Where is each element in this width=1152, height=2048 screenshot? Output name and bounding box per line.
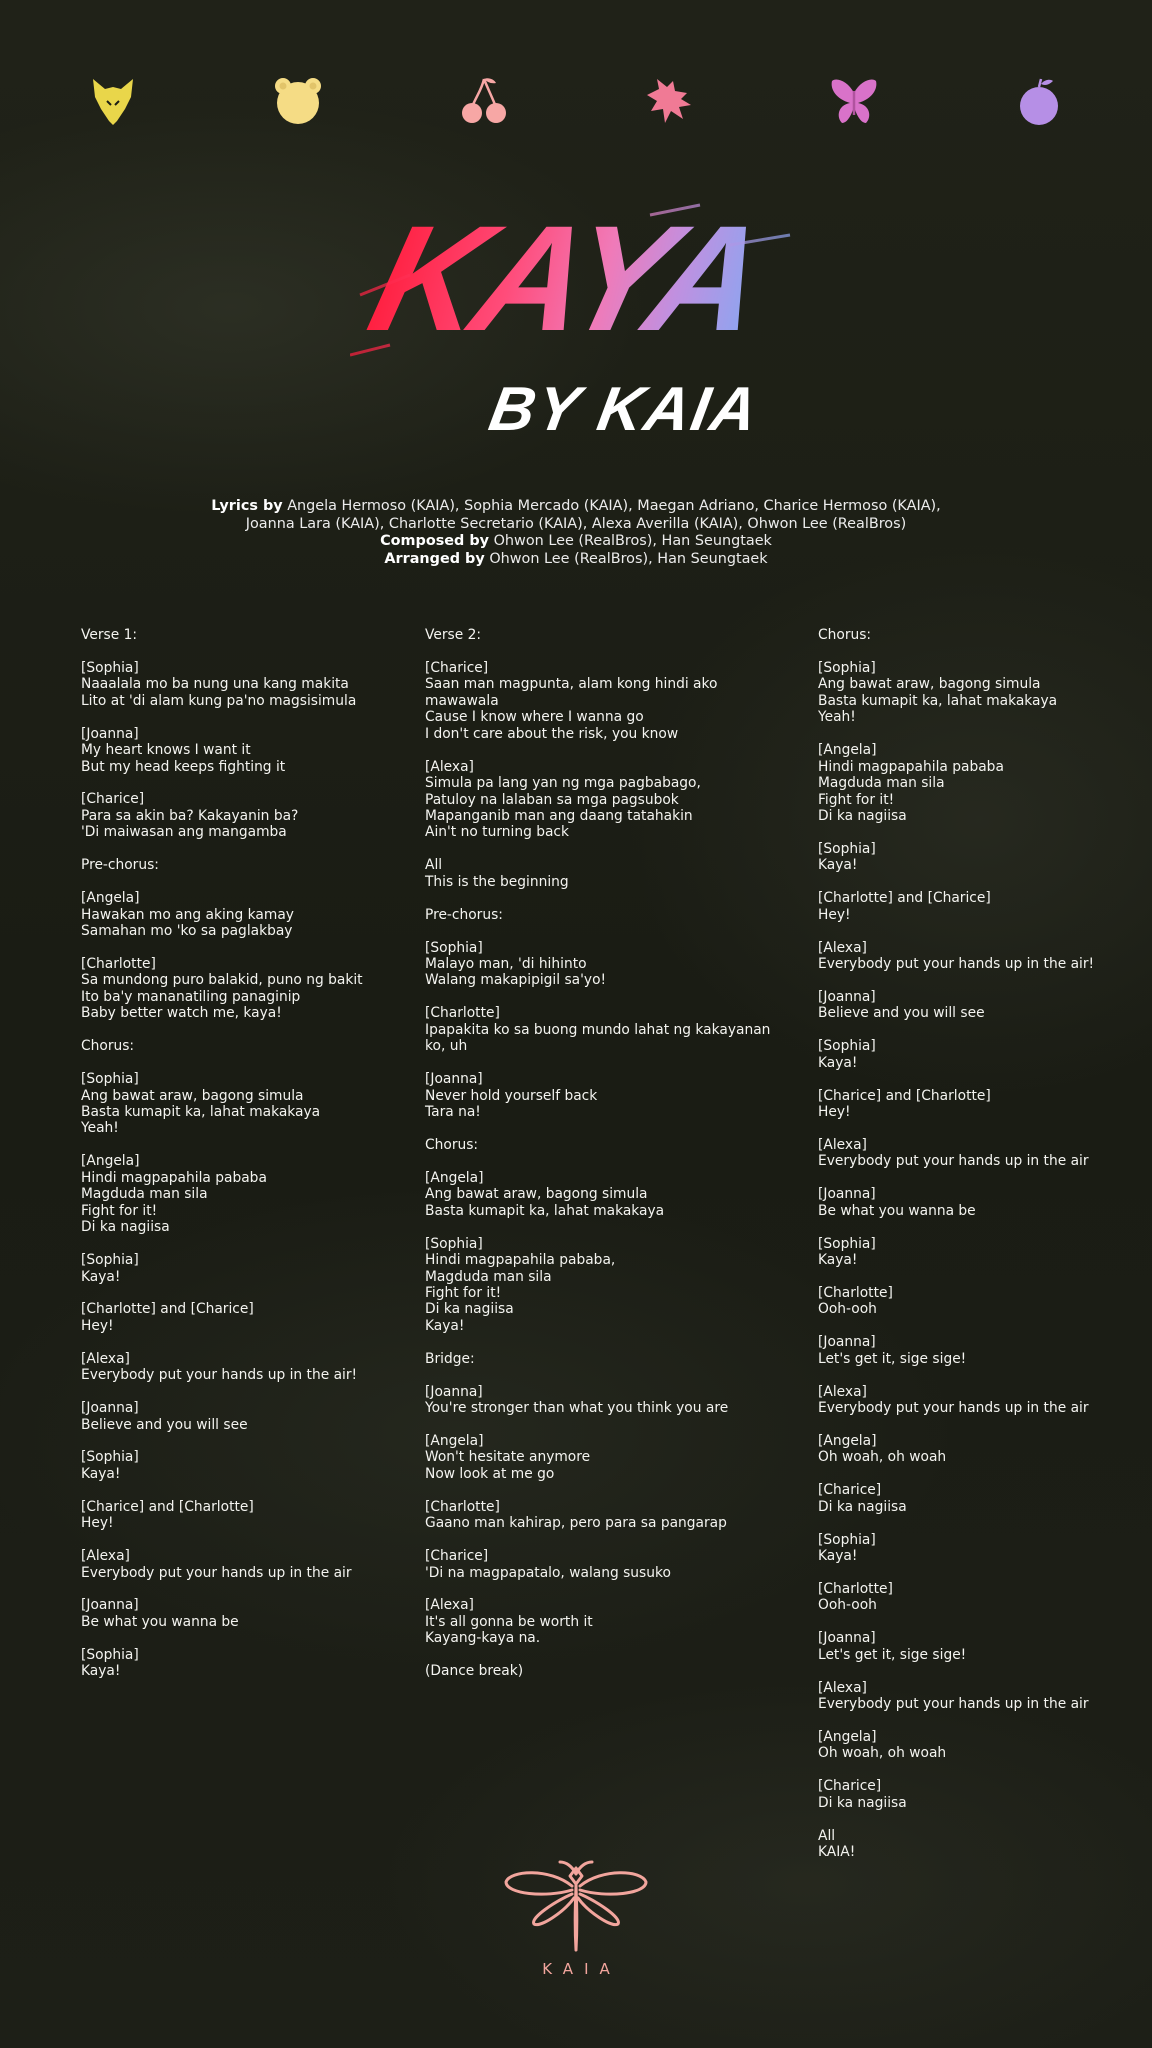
- lyric-line: Be what you wanna be: [818, 1202, 976, 1219]
- singer-tag: [Charlotte]: [425, 1498, 500, 1515]
- stanza-gap: [81, 1236, 401, 1252]
- lyric-line: Magduda man sila: [818, 775, 945, 792]
- singer-tag: [Sophia]: [81, 1646, 139, 1663]
- kaia-footer-logo: [500, 1854, 652, 1984]
- lyric-line: Para sa akin ba? Kakayanin ba?: [81, 807, 299, 824]
- singer-tag: [Sophia]: [425, 1235, 483, 1252]
- stanza-gap: [425, 841, 765, 857]
- lyric-line: Fight for it!: [818, 791, 895, 808]
- singer-tag: [Angela]: [81, 1153, 140, 1170]
- lyric-line: Verse 1:: [81, 627, 138, 643]
- stanza-gap: [818, 874, 1138, 890]
- stanza-gap: [425, 1120, 765, 1136]
- singer-tag: [Angela]: [818, 1729, 877, 1746]
- lyric-line: Hawakan mo ang aking kamay: [81, 906, 294, 923]
- lyric-line: Ipapakita ko sa buong mundo lahat ng kakayanan: [425, 1021, 771, 1038]
- lyric-line: Saan man magpunta, alam kong hindi ako: [425, 676, 718, 693]
- lyric-line: Ooh-ooh: [818, 1597, 877, 1614]
- title-main: KAYA: [355, 195, 777, 363]
- stanza-gap: [425, 643, 765, 659]
- lyric-line: This is the beginning: [425, 873, 569, 890]
- singer-tag: [Charlotte] and [Charice]: [818, 890, 991, 907]
- stanza-gap: [425, 1219, 765, 1235]
- lyric-line: Everybody put your hands up in the air!: [81, 1367, 358, 1384]
- stanza-gap: [425, 1532, 765, 1548]
- singer-tag: [Sophia]: [81, 1252, 139, 1269]
- lyric-line: 'Di na magpapatalo, walang susuko: [425, 1564, 671, 1581]
- singer-tag: [Angela]: [425, 1433, 484, 1449]
- lyrics-names-line1: Angela Hermoso (KAIA), Sophia Mercado (KAIA), Maegan Adriano, Charice Hermoso (KAIA),: [287, 498, 941, 514]
- lyric-line: Never hold yourself back: [425, 1087, 598, 1104]
- singer-tag: [Sophia]: [818, 659, 876, 676]
- lyric-line: Tara na!: [425, 1104, 481, 1121]
- singer-tag: [Alexa]: [81, 1548, 130, 1565]
- lyric-line: Oh woah, oh woah: [818, 1745, 947, 1762]
- lyric-line: Di ka nagiisa: [818, 807, 907, 824]
- lyric-line: Won't hesitate anymore: [425, 1449, 591, 1466]
- singer-tag: [Charice] and [Charlotte]: [81, 1498, 254, 1515]
- singer-tag: [Charlotte]: [818, 1284, 893, 1301]
- lyric-line: Di ka nagiisa: [818, 1498, 907, 1515]
- lyric-line: Hindi magpapahila pababa: [81, 1169, 267, 1186]
- singer-tag: [Charlotte]: [818, 1581, 893, 1597]
- singer-tag: [Joanna]: [818, 1186, 876, 1203]
- stanza-gap: [425, 1581, 765, 1597]
- lyric-line: Ang bawat araw, bagong simula: [425, 1186, 648, 1203]
- lyric-line: Let's get it, sige sige!: [818, 1350, 967, 1367]
- lyric-line: Hey!: [81, 1515, 114, 1532]
- singer-tag: [Alexa]: [81, 1350, 130, 1367]
- stanza-gap: [818, 1120, 1138, 1136]
- stanza-gap: [425, 1153, 765, 1169]
- stanza-gap: [81, 643, 401, 659]
- stanza-gap: [818, 824, 1138, 840]
- member-icons-row: [0, 74, 1152, 128]
- stanza-gap: [81, 1285, 401, 1301]
- arranged-names: Ohwon Lee (RealBros), Han Seungtaek: [489, 550, 768, 567]
- dragon-icon: [642, 74, 696, 128]
- lyric-line: Kaya!: [81, 1663, 121, 1680]
- singer-tag: [Joanna]: [425, 1071, 483, 1088]
- lyric-line: All: [818, 1827, 836, 1844]
- stanza-gap: [81, 709, 401, 725]
- singer-tag: [Joanna]: [818, 988, 876, 1005]
- lyric-line: Kaya!: [81, 1465, 121, 1482]
- stanza-gap: [425, 742, 765, 758]
- title-sub: BY KAIA: [484, 374, 765, 444]
- singer-tag: [Sophia]: [425, 939, 483, 956]
- singer-tag: [Joanna]: [425, 1383, 483, 1400]
- lyric-line: Fight for it!: [425, 1284, 502, 1301]
- lyric-line: Kaya!: [818, 1548, 858, 1565]
- singer-tag: [Alexa]: [818, 1679, 867, 1696]
- lyric-line: Everybody put your hands up in the air: [818, 1153, 1089, 1170]
- lyric-line: Believe and you will see: [818, 1005, 985, 1022]
- cherry-icon: [457, 74, 511, 128]
- lyric-line: I don't care about the risk, you know: [425, 725, 679, 742]
- stanza-gap: [818, 1022, 1138, 1038]
- stanza-gap: [818, 1367, 1138, 1383]
- stanza-gap: [81, 1055, 401, 1071]
- singer-tag: [Charice]: [425, 659, 489, 676]
- stanza-gap: [818, 643, 1138, 659]
- stanza-gap: [425, 1482, 765, 1498]
- lyric-line: Hey!: [818, 1104, 851, 1121]
- stanza-gap: [818, 1269, 1138, 1285]
- singer-tag: [Alexa]: [425, 1597, 474, 1614]
- lyric-line: Kaya!: [425, 1317, 465, 1334]
- lyric-line: My heart knows I want it: [81, 742, 251, 759]
- song-title-logo: [350, 185, 810, 465]
- lyric-line: Everybody put your hands up in the air: [81, 1564, 352, 1581]
- singer-tag: [Charlotte]: [81, 955, 156, 972]
- lyric-line: Hey!: [81, 1317, 114, 1334]
- lyric-line: Hindi magpapahila pababa,: [425, 1252, 616, 1269]
- singer-tag: [Angela]: [81, 890, 140, 907]
- lyric-line: Basta kumapit ka, lahat makakaya: [818, 692, 1058, 709]
- lyric-line: Yeah!: [81, 1120, 119, 1137]
- lyric-line: Ain't no turning back: [425, 824, 570, 841]
- singer-tag: [Charlotte]: [425, 1005, 500, 1022]
- lyric-line: Ooh-ooh: [818, 1301, 877, 1318]
- singer-tag: [Charlotte] and [Charice]: [81, 1301, 254, 1318]
- singer-tag: [Angela]: [818, 1432, 877, 1449]
- lyric-line: Pre-chorus:: [81, 857, 159, 874]
- lyric-line: Magduda man sila: [425, 1268, 552, 1285]
- singer-tag: [Sophia]: [81, 659, 139, 676]
- composed-names: Ohwon Lee (RealBros), Han Seungtaek: [493, 533, 772, 549]
- singer-tag: [Joanna]: [81, 725, 139, 742]
- stanza-gap: [818, 1663, 1138, 1679]
- stanza-gap: [818, 1762, 1138, 1778]
- stanza-gap: [818, 1466, 1138, 1482]
- stanza-gap: [818, 1417, 1138, 1433]
- plum-icon: [1012, 74, 1066, 128]
- singer-tag: [Charice]: [818, 1482, 882, 1499]
- butterfly-icon: [827, 74, 881, 128]
- stanza-gap: [425, 989, 765, 1005]
- lyric-line: 'Di maiwasan ang mangamba: [81, 824, 287, 841]
- lyric-line: Hindi magpapahila pababa: [818, 758, 1004, 775]
- lyric-line: Kaya!: [818, 1054, 858, 1071]
- lyrics-credit: [176, 498, 976, 516]
- arranged-label: Arranged by: [384, 550, 485, 567]
- stanza-gap: [818, 923, 1138, 939]
- bear-icon: [271, 74, 325, 128]
- singer-tag: [Alexa]: [818, 1136, 867, 1153]
- lyric-line: Oh woah, oh woah: [818, 1449, 947, 1466]
- lyric-line: mawawala: [425, 692, 499, 709]
- lyric-line: (Dance break): [425, 1663, 524, 1680]
- singer-tag: [Angela]: [425, 1169, 484, 1186]
- lyric-line: Basta kumapit ka, lahat makakaya: [425, 1202, 665, 1219]
- stanza-gap: [818, 1219, 1138, 1235]
- lyric-line: Gaano man kahirap, pero para sa pangarap: [425, 1515, 727, 1532]
- lyric-line: It's all gonna be worth it: [425, 1613, 593, 1630]
- lyric-line: Cause I know where I wanna go: [425, 709, 644, 726]
- stanza-gap: [81, 1532, 401, 1548]
- lyric-line: Di ka nagiisa: [818, 1794, 907, 1811]
- lyric-line: Lito at 'di alam kung pa'no magsisimula: [81, 692, 357, 709]
- lyrics-column-3: [818, 627, 1138, 1861]
- lyric-line: Kaya!: [818, 1252, 858, 1269]
- lyric-line: Yeah!: [818, 709, 856, 726]
- arranged-credit: [176, 551, 976, 569]
- lyric-line: All: [425, 857, 443, 874]
- lyric-line: Kayang-kaya na.: [425, 1630, 541, 1647]
- lyric-line: Everybody put your hands up in the air: [818, 1400, 1089, 1417]
- stanza-gap: [818, 1170, 1138, 1186]
- stanza-gap: [818, 726, 1138, 742]
- singer-tag: [Sophia]: [818, 840, 876, 857]
- lyric-line: Ito ba'y mananatiling panaginip: [81, 988, 301, 1005]
- lyric-line: Believe and you will see: [81, 1416, 248, 1433]
- fox-icon: [86, 74, 140, 128]
- lyric-line: Malayo man, 'di hihinto: [425, 955, 587, 972]
- singer-tag: [Angela]: [818, 742, 877, 759]
- lyric-line: Kaya!: [81, 1268, 121, 1285]
- dragonfly-icon: [500, 1854, 652, 1954]
- lyric-line: ko, uh: [425, 1038, 468, 1055]
- stanza-gap: [81, 1581, 401, 1597]
- singer-tag: [Joanna]: [818, 1334, 876, 1351]
- stanza-gap: [81, 1482, 401, 1498]
- singer-tag: [Sophia]: [818, 1038, 876, 1055]
- stanza-gap: [81, 1022, 401, 1038]
- stanza-gap: [81, 874, 401, 890]
- singer-tag: [Joanna]: [81, 1597, 139, 1614]
- composed-credit: [176, 533, 976, 551]
- lyrics-column-2: [425, 627, 771, 1680]
- lyric-line: Fight for it!: [81, 1202, 158, 1219]
- lyric-line: Sa mundong puro balakid, puno ng bakit: [81, 972, 363, 989]
- stanza-gap: [818, 1565, 1138, 1581]
- lyric-line: Naaalala mo ba nung una kang makita: [81, 676, 349, 693]
- lyric-line: Walang makapipigil sa'yo!: [425, 972, 607, 989]
- stanza-gap: [425, 890, 765, 906]
- stanza-gap: [425, 1334, 765, 1350]
- lyric-line: Be what you wanna be: [81, 1613, 239, 1630]
- stanza-gap: [818, 1713, 1138, 1729]
- stanza-gap: [81, 775, 401, 791]
- lyric-line: Chorus:: [81, 1038, 135, 1055]
- singer-tag: [Sophia]: [818, 1531, 876, 1548]
- lyric-line: Kaya!: [818, 857, 858, 874]
- stanza-gap: [81, 940, 401, 956]
- stanza-gap: [81, 1384, 401, 1400]
- lyric-line: Di ka nagiisa: [425, 1301, 514, 1318]
- lyric-line: KAIA!: [818, 1844, 856, 1861]
- lyric-line: But my head keeps fighting it: [81, 758, 286, 775]
- lyric-line: Baby better watch me, kaya!: [81, 1005, 282, 1022]
- credits-block: [176, 498, 976, 568]
- footer-brand-text: KAIA: [542, 1960, 621, 1978]
- singer-tag: [Alexa]: [818, 939, 867, 956]
- lyric-line: Chorus:: [425, 1136, 479, 1153]
- singer-tag: [Sophia]: [81, 1071, 139, 1088]
- stanza-gap: [818, 1811, 1138, 1827]
- singer-tag: [Charice] and [Charlotte]: [818, 1087, 991, 1104]
- composed-label: Composed by: [380, 533, 490, 549]
- lyric-line: Pre-chorus:: [425, 906, 503, 923]
- stanza-gap: [425, 923, 765, 939]
- stanza-gap: [818, 1515, 1138, 1531]
- lyric-line: Now look at me go: [425, 1465, 555, 1482]
- lyric-line: Chorus:: [818, 627, 872, 643]
- lyric-line: Simula pa lang yan ng mga pagbabago,: [425, 775, 701, 792]
- stanza-gap: [81, 1630, 401, 1646]
- singer-tag: [Alexa]: [425, 758, 474, 775]
- lyric-line: Mapanganib man ang daang tatahakin: [425, 807, 693, 824]
- lyric-line: You're stronger than what you think you are: [425, 1400, 729, 1417]
- stanza-gap: [818, 1318, 1138, 1334]
- lyric-line: Basta kumapit ka, lahat makakaya: [81, 1104, 321, 1121]
- lyric-line: Ang bawat araw, bagong simula: [81, 1087, 304, 1104]
- singer-tag: [Charice]: [818, 1778, 882, 1795]
- lyrics-names-line2: Joanna Lara (KAIA), Charlotte Secretario (KAIA), Alexa Averilla (KAIA), Ohwon Lee (RealBros): [245, 515, 907, 532]
- stanza-gap: [425, 1367, 765, 1383]
- lyric-line: Hey!: [818, 906, 851, 923]
- stanza-gap: [425, 1417, 765, 1433]
- stanza-gap: [81, 841, 401, 857]
- singer-tag: [Alexa]: [818, 1383, 867, 1400]
- lyric-line: Everybody put your hands up in the air!: [818, 955, 1095, 972]
- lyric-line: Samahan mo 'ko sa paglakbay: [81, 923, 293, 940]
- stanza-gap: [818, 972, 1138, 988]
- stanza-gap: [425, 1647, 765, 1663]
- singer-tag: [Sophia]: [818, 1235, 876, 1252]
- singer-tag: [Charice]: [425, 1548, 489, 1565]
- lyric-line: Verse 2:: [425, 627, 482, 643]
- lyric-line: Di ka nagiisa: [81, 1219, 170, 1236]
- stanza-gap: [81, 1137, 401, 1153]
- stanza-gap: [81, 1433, 401, 1449]
- lyrics-column-1: [81, 627, 401, 1680]
- lyrics-label: Lyrics by: [211, 498, 283, 514]
- stanza-gap: [818, 1071, 1138, 1087]
- stanza-gap: [81, 1334, 401, 1350]
- lyric-line: Patuloy na lalaban sa mga pagsubok: [425, 791, 679, 808]
- lyric-line: Bridge:: [425, 1350, 475, 1367]
- singer-tag: [Charice]: [81, 791, 145, 808]
- lyric-line: Ang bawat araw, bagong simula: [818, 676, 1041, 693]
- stanza-gap: [425, 1055, 765, 1071]
- stanza-gap: [818, 1614, 1138, 1630]
- lyric-line: Everybody put your hands up in the air: [818, 1696, 1089, 1713]
- lyric-line: Let's get it, sige sige!: [818, 1646, 967, 1663]
- singer-tag: [Joanna]: [818, 1630, 876, 1647]
- singer-tag: [Sophia]: [81, 1449, 139, 1466]
- singer-tag: [Joanna]: [81, 1400, 139, 1417]
- lyric-line: Magduda man sila: [81, 1186, 208, 1203]
